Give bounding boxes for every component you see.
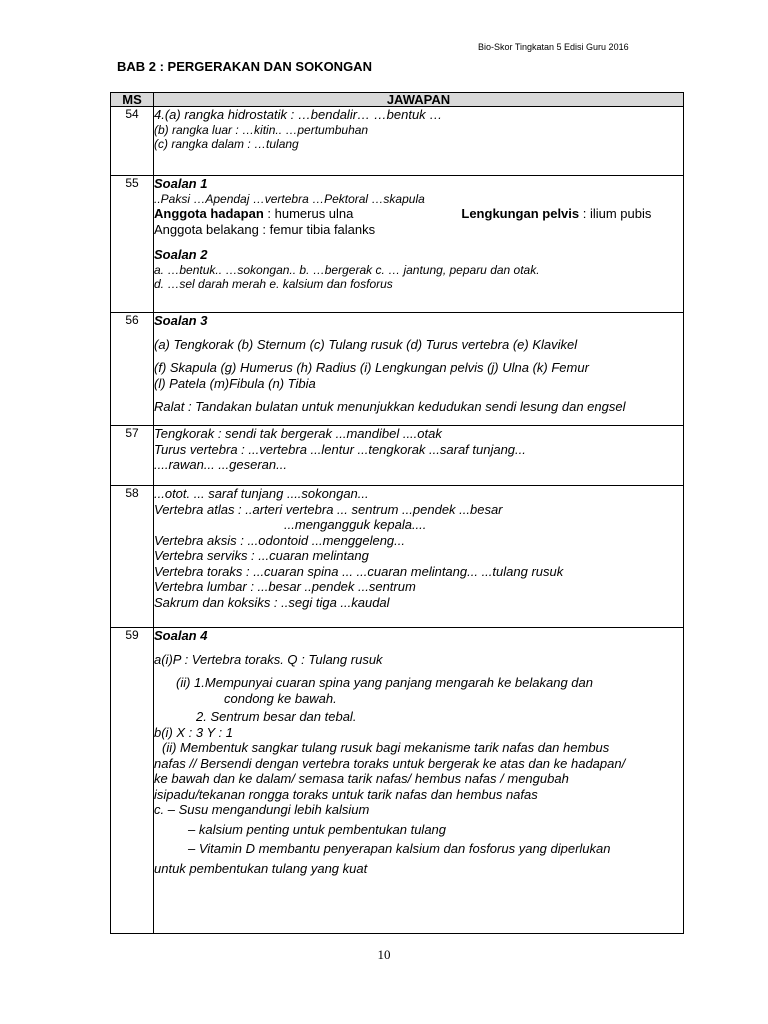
page-number: 10 — [377, 947, 391, 962]
answer-line: Vertebra toraks : ...cuaran spina ... ...cuaran melintang... ...tulang rusuk — [154, 563, 564, 579]
answer-line: ..Paksi …Apendaj …vertebra …Pektoral …skapula — [154, 191, 425, 206]
errata-note: Ralat : Tandakan bulatan untuk menunjukkan kedudukan sendi lesung dan engsel — [154, 399, 626, 414]
answer-line: Vertebra atlas : ..arteri vertebra ... sentrum ...pendek ...besar — [154, 501, 503, 517]
ms-cell: 58 — [111, 486, 154, 628]
ms-cell: 56 — [111, 313, 154, 426]
answer-line: – Vitamin D membantu penyerapan kalsium dan fosforus yang diperlukan — [188, 841, 611, 856]
spacer — [154, 644, 683, 652]
answer-line: c. – Susu mengandungi lebih kalsium — [154, 802, 370, 817]
answer-cell — [154, 313, 684, 426]
spacer — [154, 329, 683, 337]
answer-line: Vertebra lumbar : ...besar ..pendek ...sentrum — [154, 579, 416, 594]
answer-table — [110, 92, 684, 934]
ms-cell: 54 — [111, 107, 154, 176]
spacer — [154, 352, 683, 360]
answer-line: 2. Sentrum besar dan tebal. — [196, 709, 357, 724]
answer-cell — [154, 426, 684, 486]
answer-line: – kalsium penting untuk pembentukan tulang — [188, 821, 447, 837]
answer-line: b(i) X : 3 Y : 1 — [154, 724, 234, 740]
ms-cell: 55 — [111, 176, 154, 313]
answer-line: a. …bentuk.. …sokongan.. b. …bergerak c. … jantung, peparu dan otak. — [154, 262, 540, 277]
ms-cell: 59 — [111, 628, 154, 934]
answer-line: untuk pembentukan tulang yang kuat — [154, 860, 368, 876]
answer-cell — [154, 107, 684, 176]
table-row — [111, 426, 684, 486]
question-heading: Soalan 2 — [154, 247, 208, 262]
answer-line: ke bawah dan ke dalam/ semasa tarik nafas/ hembus nafas / mengubah — [154, 771, 569, 786]
table-header-row — [111, 93, 684, 107]
answer-line: nafas // Bersendi dengan vertebra toraks untuk bergerak ke atas dan ke hadapan/ — [154, 755, 626, 771]
answer-line: Tengkorak : sendi tak bergerak ...mandibel ....otak — [154, 426, 442, 441]
ms-cell: 57 — [111, 426, 154, 486]
answer-line: Turus vertebra : ...vertebra ...lentur ...tengkorak ...saraf tunjang... — [154, 441, 526, 457]
value-lengkungan-pelvis: : ilium pubis — [579, 206, 652, 221]
answer-line: (ii) 1.Mempunyai cuaran spina yang panjang mengarah ke belakang dan — [176, 675, 593, 690]
answer-line: d. …sel darah merah e. kalsium dan fosforus — [154, 277, 393, 291]
answer-line: condong ke bawah. — [224, 690, 337, 706]
table-row — [111, 486, 684, 628]
answer-line: (f) Skapula (g) Humerus (h) Radius (i) Lengkungan pelvis (j) Ulna (k) Femur — [154, 360, 589, 375]
spacer — [154, 391, 683, 399]
label-lengkungan-pelvis: Lengkungan pelvis — [461, 206, 580, 221]
spacer — [154, 667, 683, 675]
table-row — [111, 313, 684, 426]
answer-line: Vertebra aksis : ...odontoid ...menggeleng... — [154, 532, 405, 548]
answer-line — [154, 206, 683, 222]
series-header: Bio-Skor Tingkatan 5 Edisi Guru 2016 — [478, 42, 629, 52]
question-heading: Soalan 4 — [154, 628, 208, 643]
value-anggota-hadapan: : humerus ulna — [263, 206, 354, 221]
answer-line: (b) rangka luar : …kitin.. …pertumbuhan — [154, 122, 369, 137]
answer-line: (a) Tengkorak (b) Sternum (c) Tulang rusuk (d) Turus vertebra (e) Klavikel — [154, 336, 578, 352]
answer-cell — [154, 628, 684, 934]
label-anggota-hadapan: Anggota hadapan — [154, 206, 264, 221]
answer-line: (l) Patela (m)Fibula (n) Tibia — [154, 375, 316, 391]
answer-line: Sakrum dan koksiks : ..segi tiga ...kaudal — [154, 594, 390, 610]
answer-line: a(i)P : Vertebra toraks. Q : Tulang rusuk — [154, 651, 383, 667]
table-row — [111, 107, 684, 176]
table-row — [111, 176, 684, 313]
question-heading: Soalan 1 — [154, 176, 208, 191]
answer-cell — [154, 486, 684, 628]
spacer — [154, 237, 683, 247]
chapter-title: BAB 2 : PERGERAKAN DAN SOKONGAN — [117, 59, 372, 74]
answer-line: Anggota belakang : femur tibia falanks — [154, 221, 376, 237]
answer-line: (ii) Membentuk sangkar tulang rusuk bagi mekanisme tarik nafas dan hembus — [162, 740, 610, 755]
table-row — [111, 628, 684, 934]
answer-line: 4.(a) rangka hidrostatik : …bendalir… …bentuk … — [154, 107, 443, 122]
column-header-jawapan: JAWAPAN — [154, 93, 684, 107]
answer-line: ....rawan... ...geseran... — [154, 457, 287, 472]
answer-line: (c) rangka dalam : …tulang — [154, 137, 299, 151]
question-heading: Soalan 3 — [154, 313, 208, 328]
answer-line: isipadu/tekanan rongga toraks untuk tarik nafas dan hembus nafas — [154, 786, 538, 802]
column-header-ms: MS — [111, 93, 154, 107]
answer-cell — [154, 176, 684, 313]
answer-line: ...mengangguk kepala.... — [154, 517, 427, 532]
answer-line: Vertebra serviks : ...cuaran melintang — [154, 548, 369, 563]
answer-line: ...otot. ... saraf tunjang ....sokongan... — [154, 486, 369, 501]
